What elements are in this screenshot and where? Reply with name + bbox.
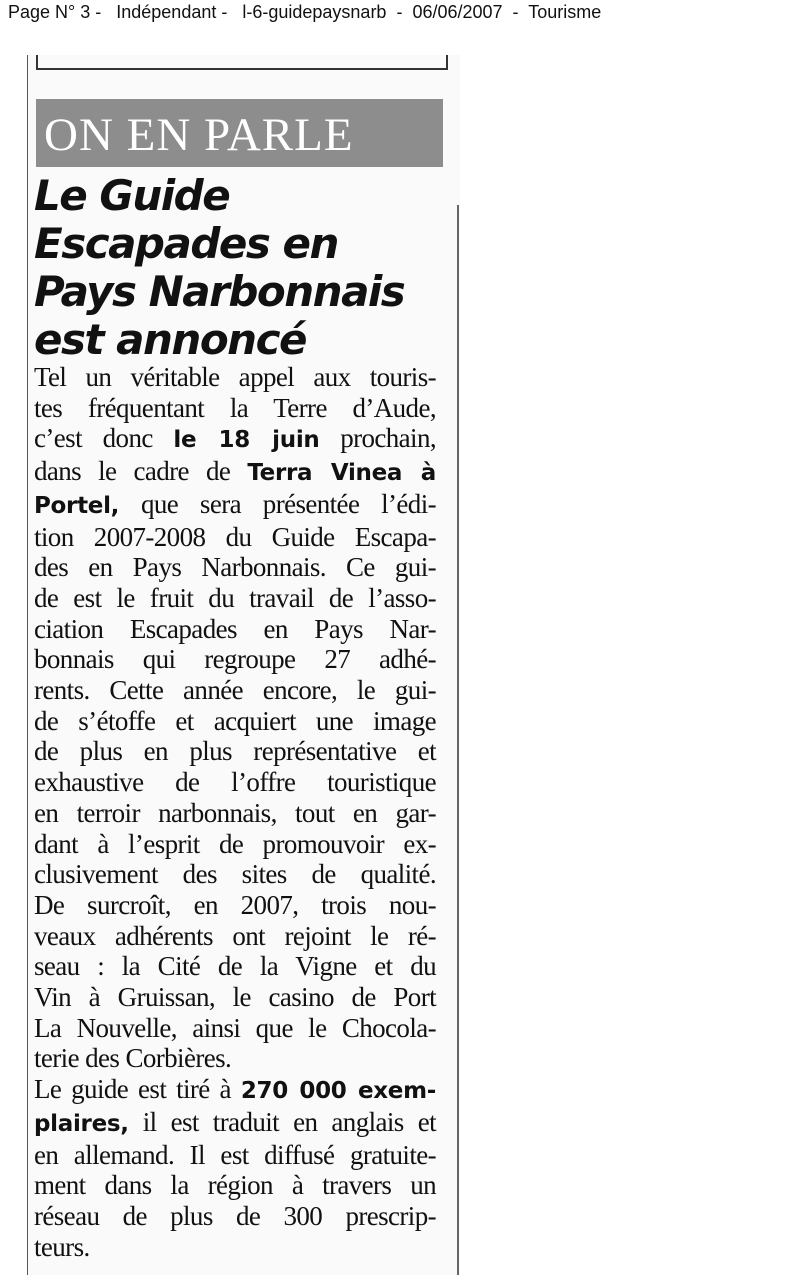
body-text-run: c’est donc bbox=[34, 423, 153, 454]
body-line bbox=[34, 489, 436, 522]
article-headline bbox=[34, 172, 454, 364]
body-text-run: il est traduit en anglais et bbox=[142, 1106, 437, 1137]
body-line: Vin à Gruissan, le casino de Port bbox=[34, 982, 436, 1013]
body-line: en allemand. Il est diffusé gratuite- bbox=[34, 1139, 436, 1170]
headline-line: Pays Narbonnais bbox=[34, 267, 405, 316]
body-line bbox=[34, 456, 436, 489]
body-line: exhaustive de l’offre touristique bbox=[34, 767, 436, 798]
headline-line: Escapades en bbox=[34, 219, 338, 268]
publication-date: 06/06/2007 bbox=[412, 2, 503, 22]
rubric-banner: ON EN PARLE bbox=[36, 99, 443, 167]
body-line: des en Pays Narbonnais. Ce gui- bbox=[34, 552, 436, 583]
body-line: clusivement des sites de qualité. bbox=[34, 859, 436, 890]
body-text-run: que sera présentée l’édi- bbox=[140, 488, 436, 519]
body-line: rents. Cette année encore, le gui- bbox=[34, 675, 436, 706]
body-text-run: Le guide est tiré à bbox=[34, 1074, 231, 1105]
file-name: l-6-guidepaysnarb bbox=[242, 2, 387, 22]
emphasis-print-run: plaires, bbox=[34, 1110, 129, 1137]
emphasis-venue: Terra Vinea à bbox=[247, 460, 436, 487]
body-line: terie des Corbières. bbox=[34, 1043, 232, 1074]
section-name: Tourisme bbox=[528, 2, 602, 22]
emphasis-venue: Portel, bbox=[34, 492, 120, 519]
body-line: de s’étoffe et acquiert une image bbox=[34, 705, 436, 736]
body-line bbox=[34, 1107, 436, 1140]
body-line: dant à l’esprit de promouvoir ex- bbox=[34, 828, 436, 859]
page-number: Page N° 3 bbox=[8, 2, 91, 22]
emphasis-date: le 18 juin bbox=[173, 427, 320, 454]
body-line: tes fréquentant la Terre d’Aude, bbox=[34, 392, 436, 423]
top-frame bbox=[36, 55, 448, 70]
body-line: tion 2007-2008 du Guide Escapa- bbox=[34, 521, 436, 552]
body-line bbox=[34, 423, 436, 456]
body-line bbox=[34, 1074, 436, 1107]
body-line: La Nouvelle, ainsi que le Chocola- bbox=[34, 1012, 436, 1043]
article-body bbox=[34, 362, 436, 1262]
body-line: ment dans la région à travers un bbox=[34, 1170, 436, 1201]
body-line: teurs. bbox=[34, 1231, 90, 1262]
headline-line: Le Guide bbox=[34, 171, 230, 220]
body-line: réseau de plus de 300 prescrip- bbox=[34, 1200, 436, 1231]
clipping-left-rule bbox=[27, 55, 28, 1275]
body-line: bonnais qui regroupe 27 adhé- bbox=[34, 644, 436, 675]
body-line: veaux adhérents ont rejoint le ré- bbox=[34, 920, 436, 951]
body-line: seau : la Cité de la Vigne et du bbox=[34, 951, 436, 982]
column-right-rule bbox=[457, 205, 459, 1275]
body-line: de est le fruit du travail de l’asso- bbox=[34, 582, 436, 613]
headline-line: est annoncé bbox=[34, 315, 306, 364]
body-line: en terroir narbonnais, tout en gar- bbox=[34, 797, 436, 828]
body-line: de plus en plus représentative et bbox=[34, 736, 436, 767]
body-text-run: prochain, bbox=[340, 423, 436, 454]
emphasis-print-run: 270 000 exem- bbox=[240, 1078, 436, 1105]
body-text-run: dans le cadre de bbox=[34, 456, 231, 487]
body-line: ciation Escapades en Pays Nar- bbox=[34, 613, 436, 644]
body-line: Tel un véritable appel aux touris- bbox=[34, 362, 436, 392]
body-line: De surcroît, en 2007, trois nou- bbox=[34, 889, 436, 920]
publication-name: Indépendant bbox=[116, 2, 217, 22]
page-header: Page N° 3 - Indépendant - l-6-guidepaysnarb - 06/06/2007 - Tourisme bbox=[8, 2, 602, 22]
